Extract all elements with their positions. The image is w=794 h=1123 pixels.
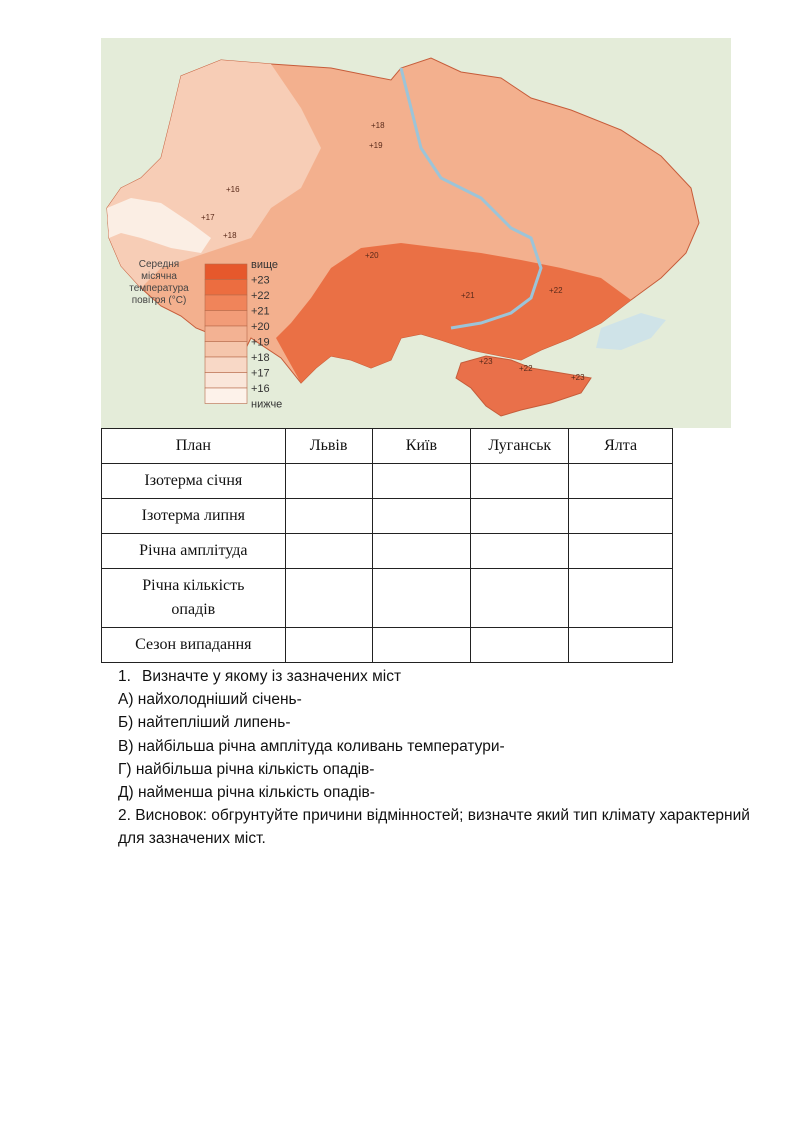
legend-swatch xyxy=(205,264,247,280)
legend-label: +18 xyxy=(251,352,270,364)
legend-swatch xyxy=(205,342,247,358)
task-d: Г) найбільша річна кількість опадів- xyxy=(118,760,375,778)
row-label xyxy=(102,569,286,628)
row-label: Ізотерма липня xyxy=(102,499,286,534)
header-kyiv: Київ xyxy=(372,429,471,464)
legend-label: +22 xyxy=(251,290,270,302)
answer-cell[interactable] xyxy=(569,499,673,534)
answer-cell[interactable] xyxy=(372,464,471,499)
table-row xyxy=(102,534,673,569)
answer-cell[interactable] xyxy=(471,499,569,534)
legend-label: +19 xyxy=(251,336,270,349)
legend-title-line: Середня xyxy=(138,259,180,270)
isotherm-label: +18 xyxy=(223,231,237,240)
isotherm-label: +22 xyxy=(519,364,533,373)
legend-title-line: повітря (°С) xyxy=(131,295,187,306)
answer-cell[interactable] xyxy=(471,628,569,663)
isotherm-label: +19 xyxy=(369,141,383,150)
legend-title-line: місячна xyxy=(141,271,177,282)
legend-swatch xyxy=(205,388,247,404)
table-row xyxy=(102,569,673,628)
july-temperature-map xyxy=(101,38,731,428)
header-lviv: Львів xyxy=(285,429,372,464)
header-luhansk: Луганськ xyxy=(471,429,569,464)
legend-label: +21 xyxy=(251,305,270,318)
legend-label: +17 xyxy=(251,367,270,380)
answer-cell[interactable] xyxy=(285,534,372,569)
legend-swatch xyxy=(205,295,247,311)
answer-cell[interactable] xyxy=(285,569,372,628)
isotherm-label: +20 xyxy=(365,251,379,260)
answer-cell[interactable] xyxy=(569,569,673,628)
answer-cell[interactable] xyxy=(569,464,673,499)
header-yalta: Ялта xyxy=(569,429,673,464)
climate-comparison-table xyxy=(101,428,673,663)
task-e: Д) найменша річна кількість опадів- xyxy=(118,784,375,802)
table-header-row xyxy=(102,429,673,464)
legend-label: нижче xyxy=(251,398,283,411)
header-plan: План xyxy=(102,429,286,464)
answer-cell[interactable] xyxy=(372,534,471,569)
row-label-line: Річна кількість xyxy=(142,577,245,594)
table-row xyxy=(102,499,673,534)
legend-swatch xyxy=(205,326,247,342)
question-number: 1. xyxy=(118,668,131,685)
row-label: Ізотерма січня xyxy=(102,464,286,499)
map-svg xyxy=(101,38,731,428)
legend-label: +20 xyxy=(251,321,270,333)
answer-cell[interactable] xyxy=(471,464,569,499)
table-row xyxy=(102,628,673,663)
isotherm-label: +23 xyxy=(571,373,585,382)
row-label-line: опадів xyxy=(171,601,216,618)
table-row xyxy=(102,464,673,499)
legend-label: +23 xyxy=(251,274,270,287)
answer-cell[interactable] xyxy=(285,499,372,534)
isotherm-label: +21 xyxy=(461,291,475,300)
legend-swatch xyxy=(205,311,247,327)
task-b: Б) найтепліший липень- xyxy=(118,714,291,732)
isotherm-label: +18 xyxy=(371,121,385,130)
legend-swatch xyxy=(205,280,247,296)
answer-cell[interactable] xyxy=(569,628,673,663)
legend-label: вище xyxy=(251,259,279,271)
task-a: А) найхолодніший січень- xyxy=(118,691,302,709)
answer-cell[interactable] xyxy=(372,628,471,663)
isotherm-label: +22 xyxy=(549,286,563,295)
answer-cell[interactable] xyxy=(372,569,471,628)
isotherm-label: +17 xyxy=(201,213,215,222)
legend-label: +16 xyxy=(251,383,270,395)
answer-cell[interactable] xyxy=(471,534,569,569)
isotherm-label: +16 xyxy=(226,185,240,194)
row-label: Сезон випадання xyxy=(102,628,286,663)
legend-swatches xyxy=(205,264,247,404)
row-label: Річна амплітуда xyxy=(102,534,286,569)
answer-cell[interactable] xyxy=(285,628,372,663)
answer-cell[interactable] xyxy=(569,534,673,569)
answer-cell[interactable] xyxy=(372,499,471,534)
isotherm-label: +23 xyxy=(479,357,493,366)
answer-cell[interactable] xyxy=(471,569,569,628)
question-text: Визначте у якому із зазначених міст xyxy=(142,668,402,685)
legend-swatch xyxy=(205,373,247,389)
question-1 xyxy=(118,665,758,688)
legend-title-line: температура xyxy=(129,283,189,294)
task-list xyxy=(118,665,758,851)
question-2: 2. Висновок: обгрунтуйте причини відмінностей; визначте який тип клімату характерний для зазначених міст. xyxy=(118,807,750,848)
answer-cell[interactable] xyxy=(285,464,372,499)
task-c: В) найбільша річна амплітуда коливань температури- xyxy=(118,737,505,755)
legend-swatch xyxy=(205,357,247,373)
